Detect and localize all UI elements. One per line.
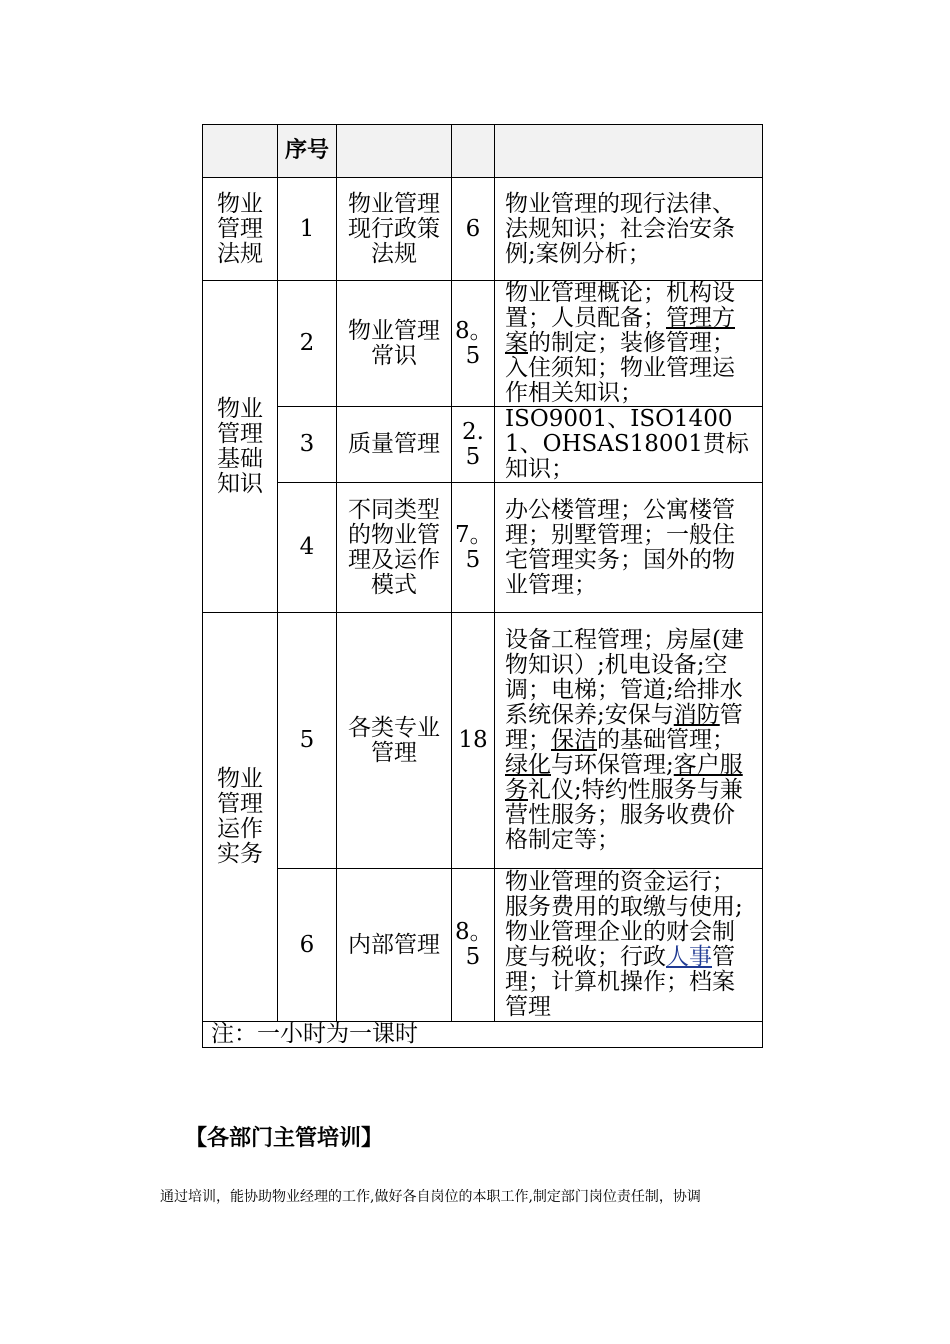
- table-note: 注：一小时为一课时: [203, 1022, 763, 1048]
- table-row: [203, 407, 763, 483]
- content-cell: [495, 407, 763, 483]
- content-text: 物业管理的现行法律、法规知识；社会治安条例;案例分析；: [505, 190, 735, 267]
- underlined-term: 绿化: [505, 752, 551, 778]
- underlined-term: 消防: [673, 702, 720, 728]
- header-content: [495, 125, 763, 178]
- table-row: [203, 281, 763, 407]
- hours-cell: 8。5: [452, 869, 495, 1022]
- course-name-cell: 物业管理常识: [337, 281, 452, 407]
- course-name-cell: 质量管理: [337, 407, 452, 483]
- serial-number-cell: 2: [278, 281, 337, 407]
- header-serial-number: 序号: [278, 125, 337, 178]
- hours-cell: 6: [452, 178, 495, 281]
- content-text: 设备工程管理；房屋(建物知识）;机电设备;空调；电梯；管道;给排水系统保养;安保与: [505, 627, 744, 728]
- category-cell: 物业管理运作实务: [203, 613, 278, 1022]
- content-text: 物业管理概论；机构设置；人员配备；: [505, 280, 735, 331]
- header-course: [337, 125, 452, 178]
- content-text: 的基础管理；: [597, 727, 735, 753]
- underlined-term: 客户服务: [505, 752, 743, 803]
- header-hours: [452, 125, 495, 178]
- table-row: [203, 613, 763, 869]
- content-cell: [495, 281, 763, 407]
- category-cell: 物业管理法规: [203, 178, 278, 281]
- hours-cell: 7。5: [452, 483, 495, 613]
- course-name-cell: 各类专业管理: [337, 613, 452, 869]
- section-body-text: 通过培训，能协助物业经理的工作,做好各自岗位的本职工作,制定部门岗位责任制，协调: [160, 1189, 701, 1205]
- underlined-term: 人事: [666, 944, 712, 970]
- course-name-cell: 不同类型的物业管理及运作模式: [337, 483, 452, 613]
- table-header-row: [203, 125, 763, 178]
- table-row: [203, 178, 763, 281]
- content-cell: [495, 869, 763, 1022]
- header-category: [203, 125, 278, 178]
- content-text: 的制定；装修管理；入住须知；物业管理运作相关知识；: [505, 330, 735, 406]
- underlined-term: 管理方案: [505, 305, 735, 356]
- table-note-row: [203, 1022, 763, 1048]
- content-text: 办公楼管理；公寓楼管理；别墅管理；一般住宅管理实务；国外的物业管理；: [505, 496, 735, 598]
- content-cell: [495, 178, 763, 281]
- hours-cell: 2.5: [452, 407, 495, 483]
- content-text: 管理；计算机操作；档案管理: [505, 944, 735, 1020]
- course-name-cell: 内部管理: [337, 869, 452, 1022]
- serial-number-cell: 4: [278, 483, 337, 613]
- training-course-table: [202, 124, 763, 1048]
- course-name-cell: 物业管理现行政策法规: [337, 178, 452, 281]
- table-row: [203, 483, 763, 613]
- content-text: ISO9001、ISO14001、OHSAS18001贯标知识；: [505, 406, 749, 482]
- content-text: 物业管理的资金运行；服务费用的取缴与使用;物业管理企业的财会制度与税收；行政: [505, 869, 743, 970]
- content-text: 管理；: [505, 702, 743, 753]
- serial-number-cell: 5: [278, 613, 337, 869]
- serial-number-cell: 6: [278, 869, 337, 1022]
- hours-cell: 8。5: [452, 281, 495, 407]
- content-text: 礼仪;特约性服务与兼营性服务；服务收费价格制定等；: [505, 777, 743, 853]
- content-cell: [495, 483, 763, 613]
- hours-cell: 18: [452, 613, 495, 869]
- underlined-term: 保洁: [551, 727, 597, 753]
- section-title: 【各部门主管培训】: [185, 1126, 384, 1151]
- table-row: [203, 869, 763, 1022]
- content-text: 与环保管理;: [551, 752, 674, 778]
- category-cell: 物业管理基础知识: [203, 281, 278, 613]
- serial-number-cell: 3: [278, 407, 337, 483]
- serial-number-cell: 1: [278, 178, 337, 281]
- content-cell: [495, 613, 763, 869]
